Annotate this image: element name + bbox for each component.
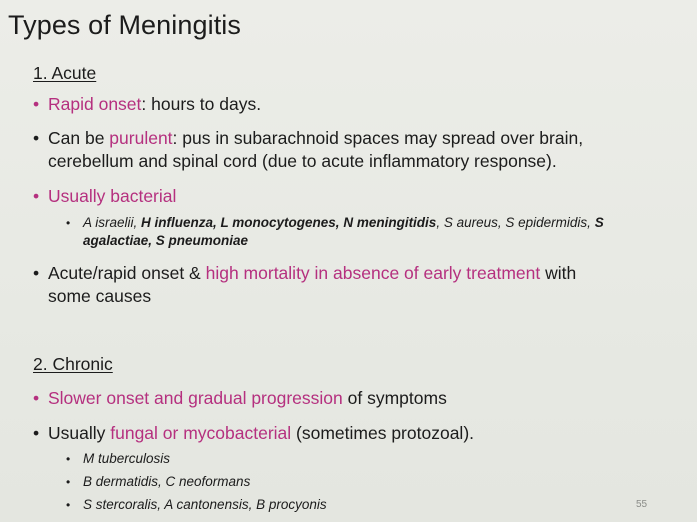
organism: S aureus, <box>443 215 506 230</box>
organism-bold: S <box>594 215 604 230</box>
chronic-bullet-slower-onset <box>33 387 683 410</box>
bullet-dot: • <box>33 94 40 114</box>
chronic-sub-protozoal <box>66 496 691 514</box>
organism: A israelii, <box>83 215 142 230</box>
chronic-sub-tuberculosis <box>66 450 691 468</box>
highlight-text: Slower onset and gradual progression <box>48 388 343 408</box>
sub-bullet-dot: • <box>66 216 71 230</box>
plain-text: : pus in subarachnoid spaces may spread over brain, <box>172 128 584 148</box>
organism-list <box>83 214 691 250</box>
bullet-text <box>48 93 683 116</box>
highlight-text: Usually bacterial <box>48 186 177 206</box>
bullet-text <box>48 127 683 173</box>
page-number: 55 <box>636 499 648 510</box>
sub-bullet-dot: • <box>66 475 71 489</box>
plain-text: of symptoms <box>342 388 447 408</box>
plain-text: cerebellum and spinal cord (due to acute inflammatory response). <box>48 151 557 171</box>
bullet-dot: • <box>33 388 40 408</box>
plain-text: Can be <box>48 128 110 148</box>
plain-text: Acute/rapid onset & <box>48 263 206 283</box>
bullet-dot: • <box>33 186 40 206</box>
organism-list: S stercoralis, A cantonensis, B procyonis <box>83 497 327 512</box>
acute-heading: 1. Acute <box>33 63 97 83</box>
organism-list: M tuberculosis <box>83 451 171 466</box>
plain-text: Usually <box>48 423 111 443</box>
slide-title: Types of Meningitis <box>8 10 242 40</box>
separator: , <box>436 215 444 230</box>
highlight-text: purulent <box>109 128 173 148</box>
highlight-text: high mortality in absence of early treatment <box>205 263 541 283</box>
bullet-dot: • <box>33 128 40 148</box>
bullet-text <box>48 387 683 410</box>
organism-bold: agalactiae, <box>83 233 156 248</box>
bacterial-organisms <box>66 214 691 250</box>
organism-list: B dermatidis, C neoformans <box>83 474 251 489</box>
plain-text: with <box>540 263 577 283</box>
organism-bold: N meningitidis <box>343 215 437 230</box>
sub-bullet-dot: • <box>66 452 71 466</box>
plain-text: some causes <box>48 286 152 306</box>
acute-bullet-rapid-onset <box>33 93 683 116</box>
bullet-dot: • <box>33 263 40 283</box>
organism: S epidermidis, <box>505 215 595 230</box>
sub-bullet-dot: • <box>66 498 71 512</box>
acute-bullet-mortality <box>33 262 683 308</box>
highlight-text: Rapid onset <box>48 94 142 114</box>
plain-text: : hours to days. <box>141 94 262 114</box>
acute-bullet-bacterial <box>33 185 683 208</box>
bullet-text <box>48 422 683 445</box>
plain-text: (sometimes protozoal). <box>291 423 475 443</box>
organism-bold: S pneumoniae <box>155 233 249 248</box>
chronic-sub-fungal <box>66 473 691 491</box>
highlight-text: fungal or mycobacterial <box>110 423 292 443</box>
bullet-text <box>48 262 683 308</box>
chronic-heading: 2. Chronic <box>33 354 113 374</box>
organism-bold: L monocytogenes, <box>220 215 344 230</box>
organism-bold: H influenza, <box>141 215 221 230</box>
bullet-dot: • <box>33 423 40 443</box>
chronic-bullet-fungal <box>33 422 683 445</box>
acute-bullet-purulent <box>33 127 683 173</box>
